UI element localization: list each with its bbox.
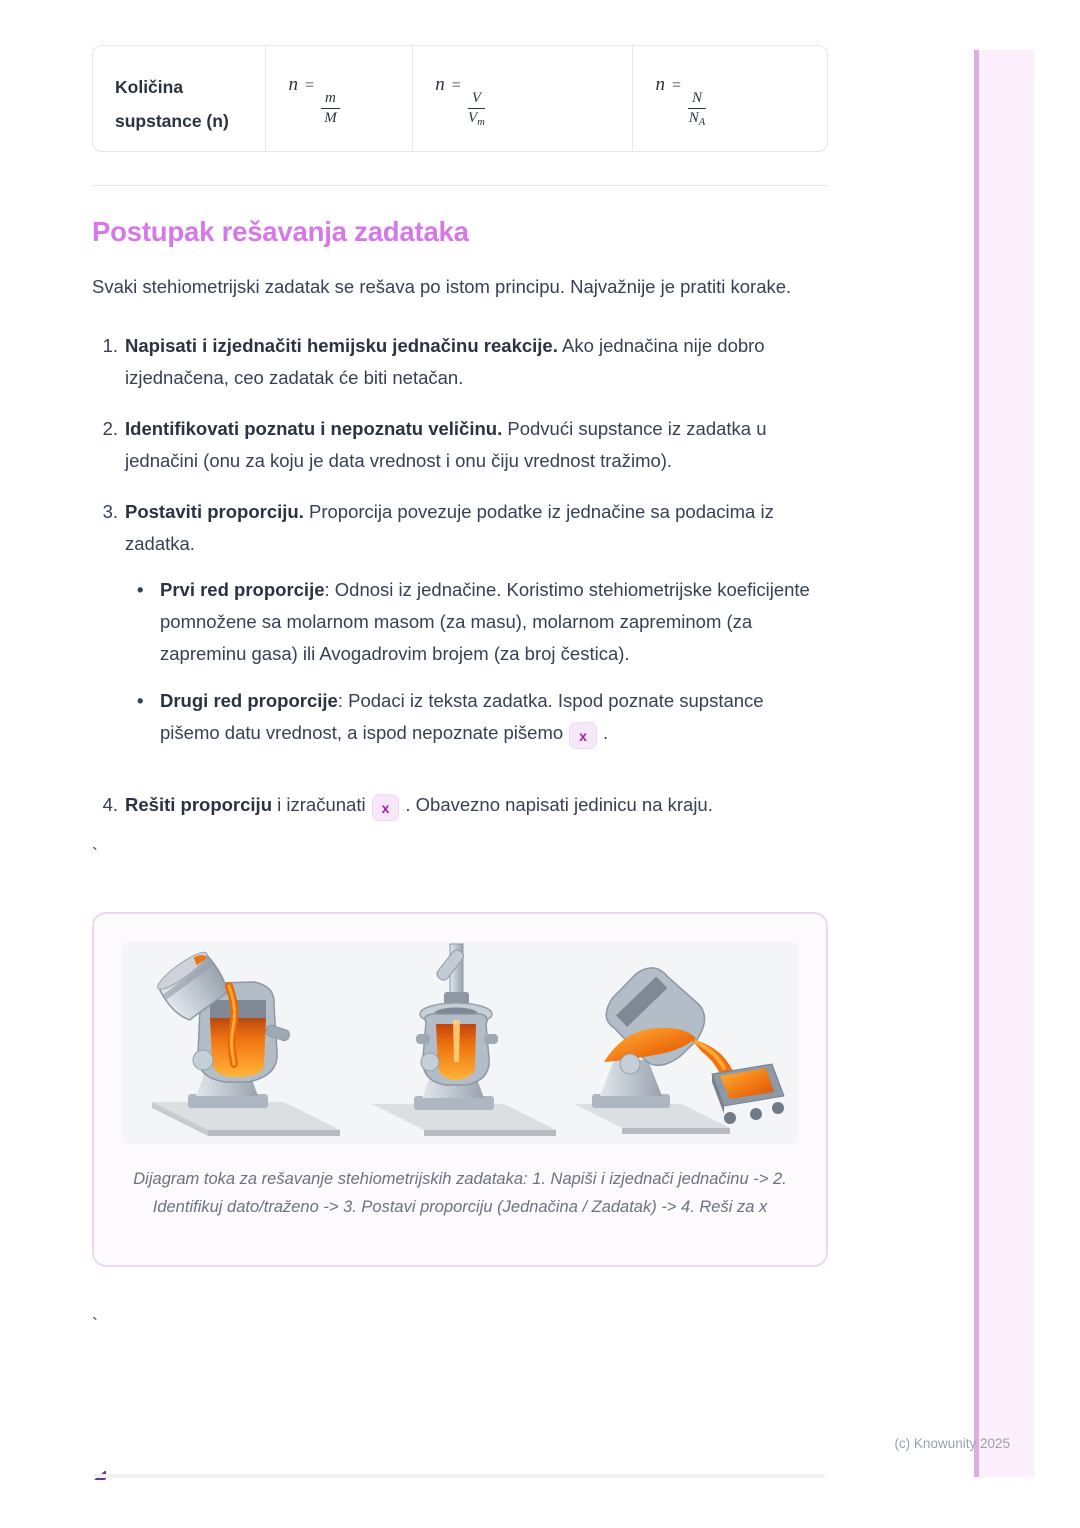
inline-code-x: x <box>569 722 597 749</box>
bullet-marker <box>137 685 151 749</box>
table-cell-formula-mass <box>265 46 412 151</box>
bullet-text: Prvi red proporcije: Odnosi iz jednačine. Koristimo stehiometrijske koeficijente pomnožene sa molarnom masom (za masu), molarnom zapreminom (za zapreminu gasa) ili Avogadrovim brojem (za broj čestica). <box>160 579 810 664</box>
list-item-step-3 <box>92 496 828 764</box>
table-row-header <box>93 46 265 151</box>
bullet-marker <box>137 574 151 670</box>
step-text: Rešiti proporciju i izračunati x . Obavezno napisati jedinicu na kraju. <box>125 789 828 821</box>
list-item-step-1 <box>92 330 828 394</box>
figure-caption: Dijagram toka za rešavanje stehiometrijskih zadataka: 1. Napiši i izjednači jednačinu -> 2. Identifikuj dato/traženo -> 3. Postavi proporciju (Jednačina / Zadatak) -> 4. Reši za x <box>133 1170 787 1216</box>
section-divider <box>92 185 828 186</box>
step-text: Identifikovati poznatu i nepoznatu veličinu. Podvući supstance iz zadatka u jednačini (onu za koju je data vrednost i onu čiju vrednost tražimo). <box>125 418 767 471</box>
step-text: Postaviti proporciju. Proporcija povezuje podatke iz jednačine sa podacima iz zadatka. • Prvi red proporcije: Odnosi iz jednačine. Koristimo stehiometrijske koeficijente pomnožene sa molarnom masom (za masu), molarnom zapreminom (za zapreminu gasa) ili Avogadrovim brojem (za broj čestica). • Drugi red proporcije: Podaci iz teksta zadatka. Ispod poznate supstance pišemo datu vrednost, a ispod nepoznate pišemo x . <box>125 496 828 764</box>
inline-code-x: x <box>372 794 400 821</box>
step-number: 2. <box>102 418 118 439</box>
sub-bullets <box>125 574 828 749</box>
page-edge-highlight-bar <box>974 50 1034 1477</box>
list-item-step-4 <box>92 789 828 821</box>
step-number: 4. <box>102 794 118 815</box>
formula-n-m-over-M: n = $\frac{m}{M}$ <box>288 70 339 126</box>
bullet-text: Drugi red proporcije: Podaci iz teksta zadatka. Ispod poznate supstance pišemo datu vrednost, a ispod nepoznate pišemo x . <box>160 685 828 749</box>
list-item-step-2 <box>92 413 828 477</box>
step-number: 3. <box>102 501 118 522</box>
step-text: Napisati i izjednačiti hemijsku jednačinu reakcije. Ako jednačina nije dobro izjednačena, ceo zadatak će biti netačan. <box>125 335 765 388</box>
section-heading: Postupak rešavanja zadataka <box>92 216 469 247</box>
steps-list <box>92 330 828 821</box>
converter-tapping-illustration <box>564 942 794 1144</box>
row-header-label: Količina supstance (n) <box>115 77 229 131</box>
formula-n-N-over-NA: n = $\frac{N}{N_A}$ <box>655 74 706 128</box>
stray-backtick: ` <box>92 845 98 865</box>
step-number: 1. <box>102 335 118 356</box>
list-item-bullet-1 <box>125 574 828 670</box>
stray-backtick: ` <box>92 1315 98 1335</box>
intro-paragraph: Svaki stehiometrijski zadatak se rešava po istom principu. Najvažnije je pratiti korake. <box>92 276 792 297</box>
table-cell-formula-volume <box>412 46 632 151</box>
table-cell-formula-particles <box>632 46 827 151</box>
list-item-bullet-2 <box>125 685 828 749</box>
ladle-pouring-illustration <box>126 942 351 1144</box>
next-section-divider <box>93 1474 825 1478</box>
document-content <box>92 45 828 1336</box>
figure-card <box>92 912 828 1267</box>
oxygen-lance-illustration <box>358 942 558 1144</box>
figure-image <box>122 942 798 1144</box>
formula-n-V-over-Vm: n = $\frac{V}{V_m}$ <box>435 74 485 128</box>
formula-table <box>92 45 828 152</box>
copyright-watermark: (c) Knowunity 2025 <box>894 1436 1010 1451</box>
